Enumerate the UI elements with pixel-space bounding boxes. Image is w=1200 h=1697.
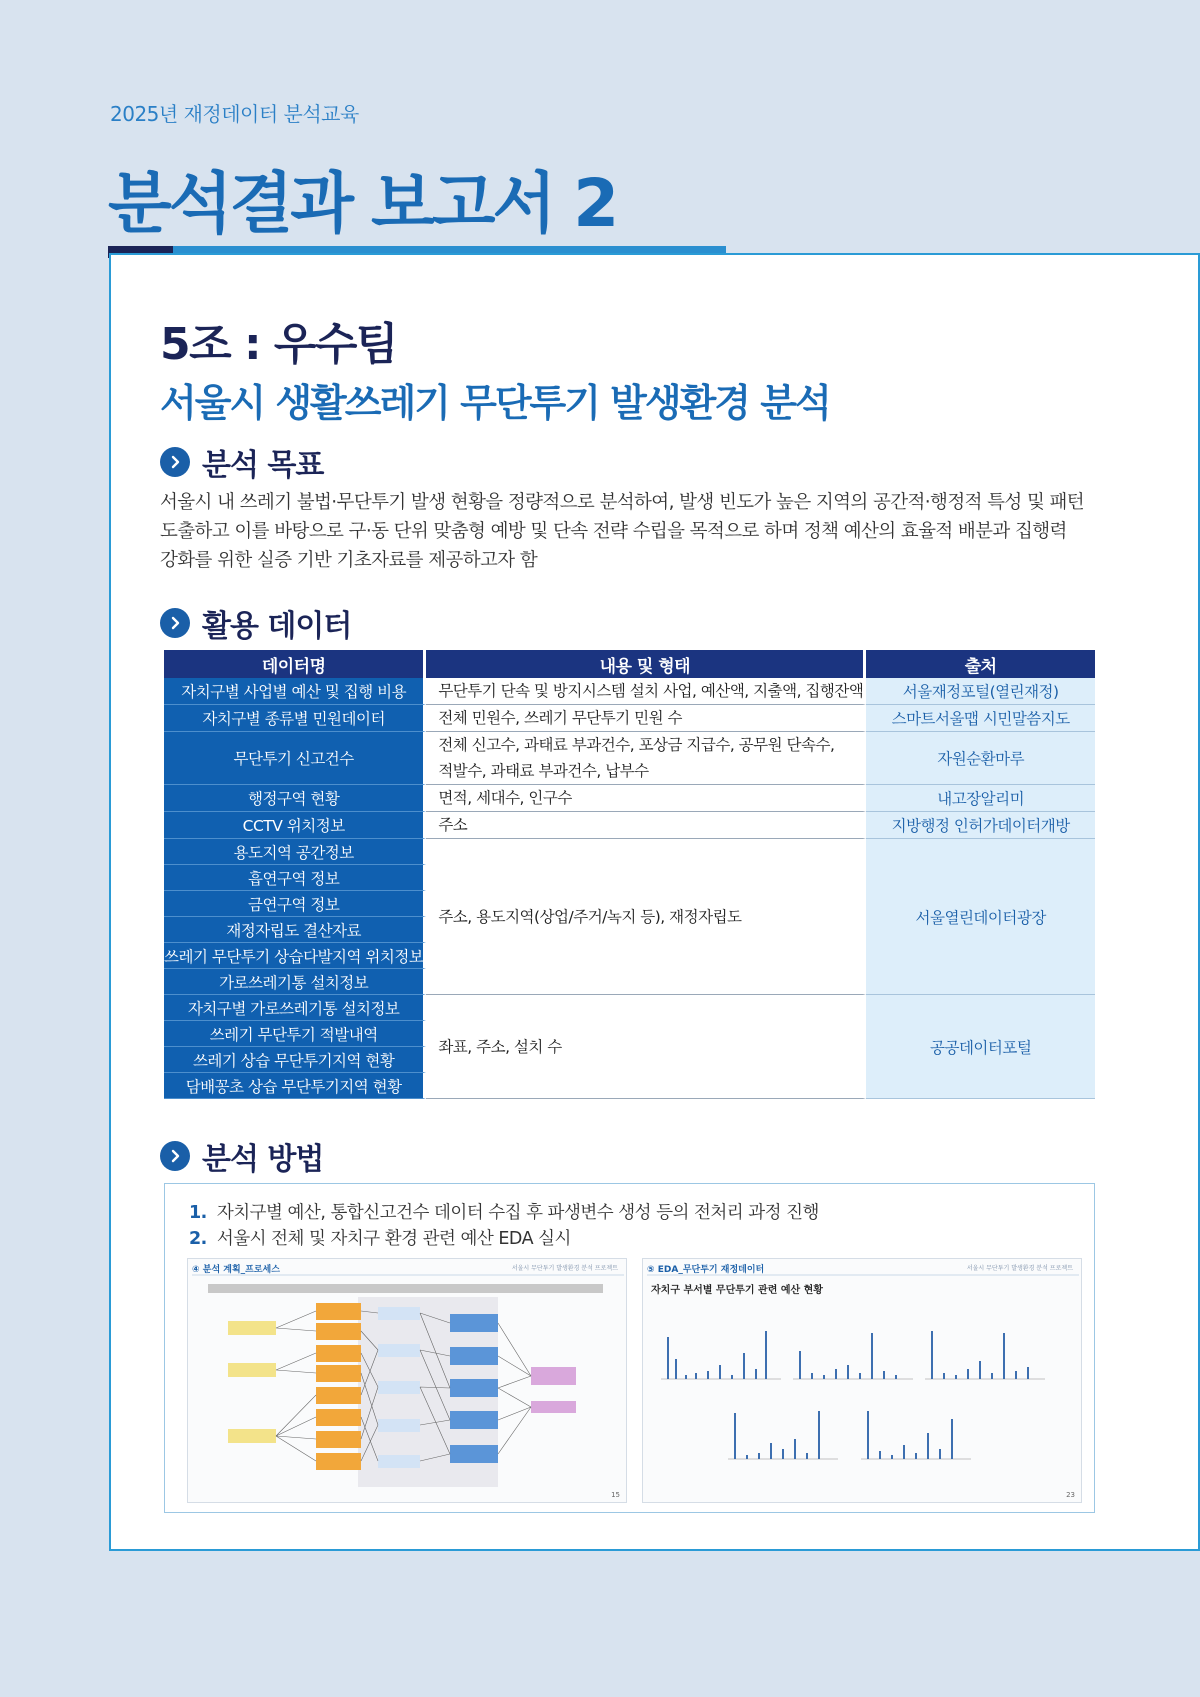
thumb-title: ④ 분석 계획_프로세스 xyxy=(192,1265,280,1275)
data-table xyxy=(164,650,1095,1099)
data-source-cell: 서울열린데이터광장 xyxy=(866,839,1095,995)
section-method-header xyxy=(160,1134,323,1178)
method-item-number: 1. xyxy=(189,1203,207,1223)
data-name-cell: 용도지역 공간정보 xyxy=(164,839,426,865)
table-row xyxy=(164,785,1095,812)
data-source-cell: 자원순환마루 xyxy=(866,732,1095,785)
col-header-source: 출처 xyxy=(866,650,1095,678)
table-row xyxy=(164,839,1095,865)
data-name-cell: 쓰레기 무단투기 적발내역 xyxy=(164,1021,426,1047)
thumb-page-number: 23 xyxy=(1066,1491,1075,1499)
method-item xyxy=(189,1199,819,1224)
eda-charts-thumbnail xyxy=(642,1258,1082,1503)
edu-label: 2025년 재정데이터 분석교육 xyxy=(110,102,359,126)
section-goal-header xyxy=(160,440,323,484)
process-diagram-thumbnail xyxy=(187,1258,627,1503)
data-name-cell: 담배꽁초 상습 무단투기지역 현황 xyxy=(164,1073,426,1099)
data-name-cell: CCTV 위치정보 xyxy=(164,812,426,839)
section-method-label: 분석 방법 xyxy=(202,1142,324,1177)
data-name-cell: 금연구역 정보 xyxy=(164,891,426,917)
data-name-cell: 흡연구역 정보 xyxy=(164,865,426,891)
section-data-header xyxy=(160,601,351,645)
goal-line: 강화를 위한 실증 기반 기초자료를 제공하고자 함 xyxy=(160,550,538,571)
project-title: 서울시 생활쓰레기 무단투기 발생환경 분석 xyxy=(160,381,830,425)
data-name-cell: 자치구별 가로쓰레기통 설치정보 xyxy=(164,995,426,1021)
data-content-cell: 주소, 용도지역(상업/주거/녹지 등), 재정자립도 xyxy=(426,839,866,995)
chevron-right-icon xyxy=(160,608,190,638)
data-source-cell: 스마트서울맵 시민말씀지도 xyxy=(866,705,1095,732)
data-name-cell: 자치구별 사업별 예산 및 집행 비용 xyxy=(164,678,426,705)
table-row xyxy=(164,678,1095,705)
data-name-cell: 쓰레기 무단투기 상습다발지역 위치정보 xyxy=(164,943,426,969)
team-title: 5조 : 우수팀 xyxy=(160,319,397,370)
data-source-cell: 지방행정 인허가데이터개방 xyxy=(866,812,1095,839)
data-name-cell: 자치구별 종류별 민원데이터 xyxy=(164,705,426,732)
chevron-right-icon xyxy=(160,1141,190,1171)
section-goal-label: 분석 목표 xyxy=(202,448,324,483)
chevron-right-icon xyxy=(160,447,190,477)
data-name-cell: 가로쓰레기통 설치정보 xyxy=(164,969,426,995)
thumb-page-number: 15 xyxy=(611,1491,620,1499)
goal-text xyxy=(160,488,1110,575)
data-content-cell: 무단투기 단속 및 방지시스템 설치 사업, 예산액, 지출액, 집행잔액 xyxy=(426,678,866,705)
data-name-cell: 무단투기 신고건수 xyxy=(164,732,426,785)
data-content-cell: 좌표, 주소, 설치 수 xyxy=(426,995,866,1099)
process-flow-graphic xyxy=(188,1259,628,1504)
mini-chart xyxy=(661,1331,781,1379)
method-item xyxy=(189,1225,571,1250)
data-source-cell: 서울재정포털(열린재정) xyxy=(866,678,1095,705)
data-name-cell: 행정구역 현황 xyxy=(164,785,426,812)
data-name-cell: 재정자립도 결산자료 xyxy=(164,917,426,943)
table-header-row xyxy=(164,650,1095,678)
page-title: 분석결과 보고서 2 xyxy=(108,165,617,242)
section-data-label: 활용 데이터 xyxy=(202,609,352,644)
col-header-content: 내용 및 형태 xyxy=(426,650,866,678)
method-item-text: 서울시 전체 및 자치구 환경 관련 예산 EDA 실시 xyxy=(216,1229,571,1249)
content-line: 적발수, 과태료 부과건수, 납부수 xyxy=(438,762,649,780)
table-row xyxy=(164,705,1095,732)
data-source-cell: 공공데이터포털 xyxy=(866,995,1095,1099)
data-name-cell: 쓰레기 상습 무단투기지역 현황 xyxy=(164,1047,426,1073)
mini-chart xyxy=(793,1333,913,1379)
thumb-title: ⑤ EDA_무단투기 재정데이터 xyxy=(647,1265,765,1275)
table-row xyxy=(164,995,1095,1021)
thumb-chart-title: 자치구 부서별 무단투기 관련 예산 현황 xyxy=(651,1285,823,1296)
mini-chart xyxy=(925,1331,1045,1379)
table-row xyxy=(164,732,1095,785)
data-content-cell xyxy=(426,732,866,785)
mini-chart xyxy=(861,1411,971,1459)
method-box xyxy=(164,1183,1095,1513)
col-header-name: 데이터명 xyxy=(164,650,426,678)
table-row xyxy=(164,812,1095,839)
thumb-caption: 서울시 무단투기 발생환경 분석 프로젝트 xyxy=(511,1265,618,1272)
data-content-cell: 면적, 세대수, 인구수 xyxy=(426,785,866,812)
data-content-cell: 전체 민원수, 쓰레기 무단투기 민원 수 xyxy=(426,705,866,732)
goal-line: 도출하고 이를 바탕으로 구·동 단위 맞춤형 예방 및 단속 전략 수립을 목적으로 하며 정책 예산의 효율적 배분과 집행력 xyxy=(160,521,1067,542)
method-item-number: 2. xyxy=(189,1229,207,1249)
eda-mini-charts xyxy=(643,1259,1083,1504)
method-item-text: 자치구별 예산, 통합신고건수 데이터 수집 후 파생변수 생성 등의 전처리 과정 진행 xyxy=(216,1203,819,1223)
data-source-cell: 내고장알리미 xyxy=(866,785,1095,812)
thumb-caption: 서울시 무단투기 발생환경 분석 프로젝트 xyxy=(966,1265,1073,1272)
data-content-cell: 주소 xyxy=(426,812,866,839)
content-line: 전체 신고수, 과태료 부과건수, 포상금 지급수, 공무원 단속수, xyxy=(438,736,835,754)
goal-line: 서울시 내 쓰레기 불법·무단투기 발생 현황을 정량적으로 분석하여, 발생 빈도가 높은 지역의 공간적·행정적 특성 및 패턴 xyxy=(160,492,1085,513)
mini-chart xyxy=(728,1411,838,1459)
